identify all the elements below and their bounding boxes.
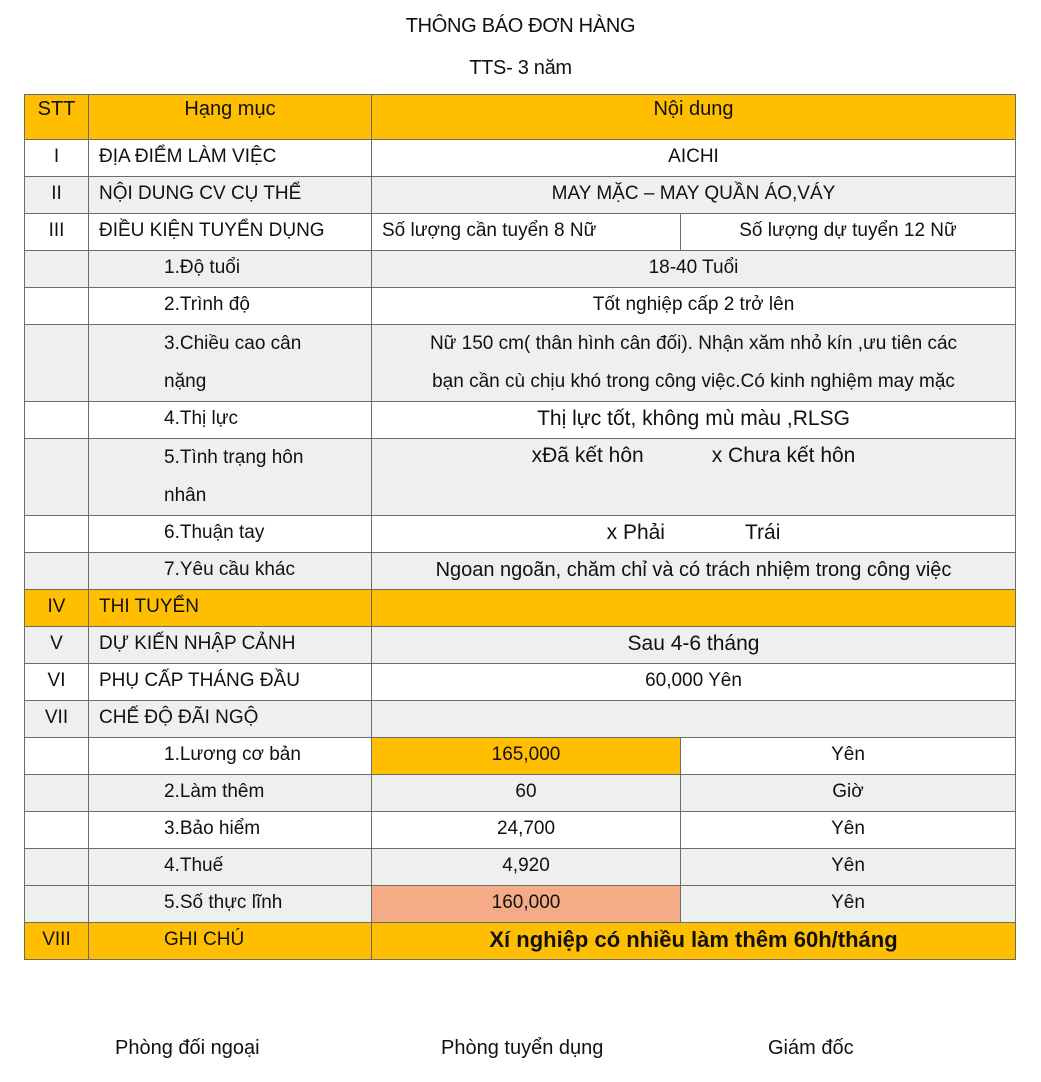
table-row (25, 590, 1016, 627)
table-row (25, 439, 1016, 516)
table-row (25, 627, 1016, 664)
table-row (25, 325, 1016, 402)
quota-candidates: Số lượng dự tuyển 12 Nữ (681, 214, 1016, 251)
option-left-hand: Trái (744, 521, 781, 544)
table-row (25, 775, 1016, 812)
tax-unit: Yên (681, 849, 1016, 886)
table-row (25, 701, 1016, 738)
row-stt: III (25, 214, 89, 251)
row-category: 7.Yêu cầu khác (89, 553, 372, 590)
table-row (25, 402, 1016, 439)
header-category: Hạng mục (89, 95, 372, 140)
signature-recruitment: Phòng tuyển dụng (441, 1037, 604, 1059)
row-content: AICHI (372, 140, 1016, 177)
row-content: Tốt nghiệp cấp 2 trở lên (372, 288, 1016, 325)
row-content (372, 325, 1016, 402)
row-content: MAY MẶC – MAY QUẦN ÁO,VÁY (372, 177, 1016, 214)
overtime-unit: Giờ (681, 775, 1016, 812)
row-stt: VIII (25, 923, 89, 960)
marital-options (372, 439, 1016, 516)
table-row (25, 516, 1016, 553)
row-category: 2.Trình độ (89, 288, 372, 325)
header-stt: STT (25, 95, 89, 140)
document-title: THÔNG BÁO ĐƠN HÀNG (405, 15, 636, 37)
table-row (25, 140, 1016, 177)
order-table (24, 94, 1016, 960)
content-line: bạn cần cù chịu khó trong công việc.Có kinh nghiệm may mặc (432, 371, 955, 392)
salary-unit: Yên (681, 738, 1016, 775)
signature-foreign-affairs: Phòng đối ngoại (115, 1037, 260, 1059)
quota-needed: Số lượng cần tuyển 8 Nữ (372, 214, 681, 251)
row-content (372, 701, 1016, 738)
header-content: Nội dung (372, 95, 1016, 140)
row-stt: II (25, 177, 89, 214)
category-line: nặng (164, 371, 207, 392)
content-line: Nữ 150 cm( thân hình cân đối). Nhận xăm nhỏ kín ,ưu tiên các (429, 333, 958, 354)
salary-value: 165,000 (372, 738, 681, 775)
tax-value: 4,920 (372, 849, 681, 886)
row-content: Sau 4-6 tháng (372, 627, 1016, 664)
handedness-options (372, 516, 1016, 553)
table-header-row (25, 95, 1016, 140)
table-row (25, 664, 1016, 701)
row-category: GHI CHÚ (89, 923, 372, 960)
row-category: ĐỊA ĐIỂM LÀM VIỆC (89, 140, 372, 177)
row-category: 6.Thuận tay (89, 516, 372, 553)
table-row (25, 886, 1016, 923)
row-content: 18-40 Tuổi (372, 251, 1016, 288)
table-row (25, 251, 1016, 288)
note-content: Xí nghiệp có nhiều làm thêm 60h/tháng (372, 923, 1016, 960)
table-row (25, 288, 1016, 325)
insurance-value: 24,700 (372, 812, 681, 849)
row-category: ĐIỀU KIỆN TUYỂN DỤNG (89, 214, 372, 251)
row-stt: IV (25, 590, 89, 627)
row-category: NỘI DUNG CV CỤ THỂ (89, 177, 372, 214)
row-content: Ngoan ngoãn, chăm chỉ và có trách nhiệm trong công việc (372, 553, 1016, 590)
row-category: 4.Thuế (89, 849, 372, 886)
table-row (25, 214, 1016, 251)
category-line: nhân (164, 485, 207, 506)
row-category: 5.Số thực lĩnh (89, 886, 372, 923)
table-row (25, 177, 1016, 214)
row-category (89, 325, 372, 402)
table-row (25, 923, 1016, 960)
net-income-unit: Yên (681, 886, 1016, 923)
row-category: PHỤ CẤP THÁNG ĐẦU (89, 664, 372, 701)
table-row (25, 849, 1016, 886)
row-stt: I (25, 140, 89, 177)
row-content: 60,000 Yên (372, 664, 1016, 701)
overtime-value: 60 (372, 775, 681, 812)
row-category: THI TUYỂN (89, 590, 372, 627)
row-stt: V (25, 627, 89, 664)
option-married: xĐã kết hôn (531, 444, 644, 467)
table-row (25, 553, 1016, 590)
row-category: DỰ KIẾN NHẬP CẢNH (89, 627, 372, 664)
signature-director: Giám đốc (768, 1037, 854, 1059)
table-row (25, 812, 1016, 849)
row-category: 3.Bảo hiểm (89, 812, 372, 849)
row-stt: VI (25, 664, 89, 701)
option-right-hand: x Phải (606, 521, 665, 544)
category-line: 3.Chiều cao cân (164, 333, 302, 354)
document-subtitle: TTS- 3 năm (469, 57, 572, 79)
category-line: 5.Tình trạng hôn (164, 447, 304, 468)
net-income-value: 160,000 (372, 886, 681, 923)
row-content (372, 590, 1016, 627)
row-category (89, 439, 372, 516)
row-content: Thị lực tốt, không mù màu ,RLSG (372, 402, 1016, 439)
insurance-unit: Yên (681, 812, 1016, 849)
option-single: x Chưa kết hôn (711, 444, 856, 467)
row-category: 2.Làm thêm (89, 775, 372, 812)
row-category: 1.Lương cơ bản (89, 738, 372, 775)
row-category: 4.Thị lực (89, 402, 372, 439)
row-category: 1.Độ tuổi (89, 251, 372, 288)
table-row (25, 738, 1016, 775)
row-category: CHẾ ĐỘ ĐÃI NGỘ (89, 701, 372, 738)
row-stt: VII (25, 701, 89, 738)
